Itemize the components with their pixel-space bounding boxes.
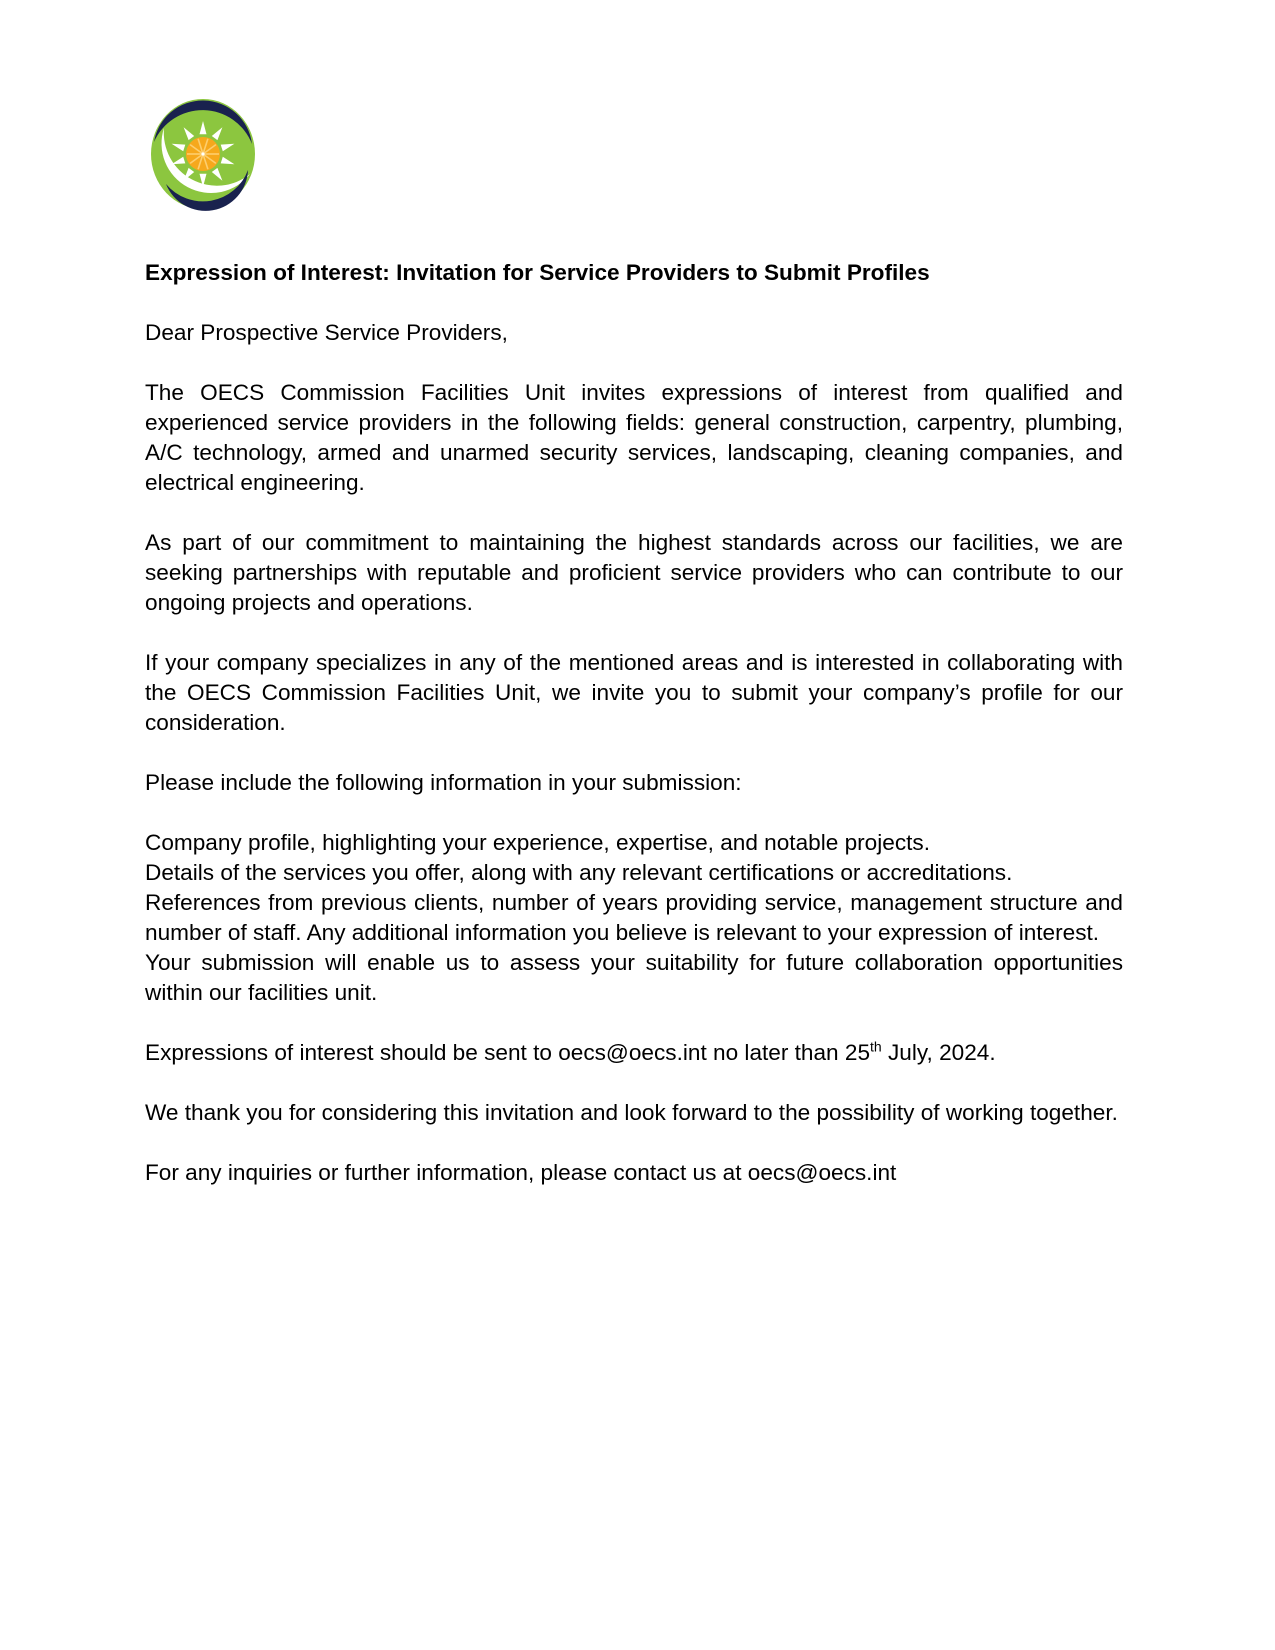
submission-heading: Please include the following information in your submission: xyxy=(145,770,742,795)
deadline-date-suffix: July, 2024. xyxy=(881,1040,996,1065)
deadline-date-text: no later than 25 xyxy=(706,1040,871,1065)
intro-paragraph-2: As part of our commitment to maintaining the highest standards across our facilities, we are seeking partnerships with reputable and proficient service providers who can contribute to our ongoing projects and operations. xyxy=(145,530,1123,615)
deadline-email-text: oecs@oecs.int xyxy=(558,1040,707,1065)
submission-item-1: Company profile, highlighting your experience, expertise, and notable projects. xyxy=(145,830,930,855)
deadline-text: Expressions of interest should be sent to xyxy=(145,1040,559,1065)
contact-email-text: oecs@oecs.int xyxy=(747,1160,897,1185)
salutation: Dear Prospective Service Providers, xyxy=(145,320,508,345)
contact-text: For any inquiries or further information, please contact us at xyxy=(145,1160,748,1185)
contact-line xyxy=(145,1158,1123,1188)
logo-sun-dot xyxy=(201,152,204,155)
submission-item-2: Details of the services you offer, along with any relevant certifications or accreditations. xyxy=(145,860,1013,885)
oecs-logo-graphic xyxy=(148,96,258,212)
oecs-logo xyxy=(148,96,258,212)
ordinal-superscript: th xyxy=(870,1038,882,1055)
submission-items xyxy=(145,828,1123,1008)
document-content xyxy=(145,96,1123,1218)
intro-paragraph-1: The OECS Commission Facilities Unit invites expressions of interest from qualified and experienced service providers in the following fields: general construction, carpentry, plumbing, A/C technology, armed and unarmed security services, landscaping, cleaning companies, and electrical engineering. xyxy=(145,380,1123,495)
submission-item-4: Your submission will enable us to assess your suitability for future collaboration opportunities within our facilities unit. xyxy=(145,950,1123,1005)
submission-item-3: References from previous clients, number of years providing service, management structure and number of staff. Any additional information you believe is relevant to your expression of interest. xyxy=(145,890,1123,945)
deadline-line xyxy=(145,1038,1123,1068)
document-title: Expression of Interest: Invitation for Service Providers to Submit Profiles xyxy=(145,260,930,285)
closing-line: We thank you for considering this invitation and look forward to the possibility of working together. xyxy=(145,1100,1118,1125)
intro-paragraph-3: If your company specializes in any of the mentioned areas and is interested in collaborating with the OECS Commission Facilities Unit, we invite you to submit your company’s profile for our consideration. xyxy=(145,650,1123,735)
